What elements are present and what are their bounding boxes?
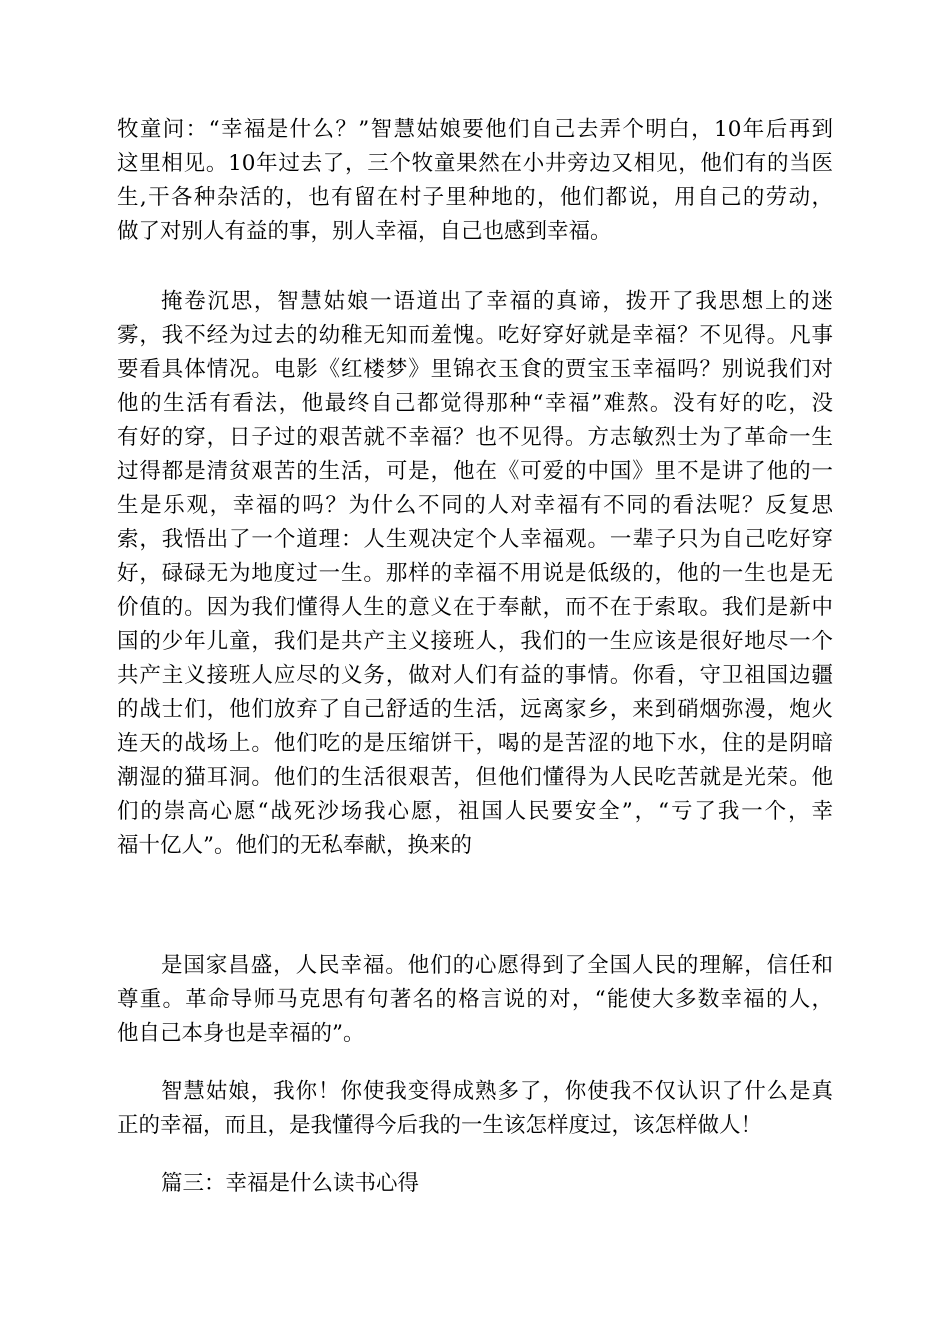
text-line: 生是乐观，幸福的吗？为什么不同的人对幸福有不同的看法呢？反复思 — [117, 493, 833, 518]
text-line: 国的少年儿童，我们是共产主义接班人，我们的一生应该是很好地尽一个 — [117, 629, 833, 654]
section-heading — [117, 1167, 833, 1201]
text-line: 掩卷沉思，智慧姑娘一语道出了幸福的真谛，拨开了我思想上的迷 — [161, 289, 833, 314]
paragraph-2 — [117, 285, 833, 863]
text-line: 共产主义接班人应尽的义务，做对人们有益的事情。你看，守卫祖国边疆 — [117, 663, 833, 688]
paragraph-4 — [117, 1075, 833, 1143]
text-line: 有好的穿，日子过的艰苦就不幸福？也不见得。方志敏烈士为了革命一生 — [117, 425, 833, 450]
text-line: 是国家昌盛，人民幸福。他们的心愿得到了全国人民的理解，信任和 — [161, 953, 833, 978]
text-line: 潮湿的猫耳洞。他们的生活很艰苦，但他们懂得为人民吃苦就是光荣。他 — [117, 765, 833, 790]
text-line: 他自己本身也是幸福的”。 — [117, 1021, 365, 1046]
text-line: 正的幸福，而且，是我懂得今后我的一生该怎样度过，该怎样做人！ — [117, 1113, 763, 1138]
text-line: 过得都是清贫艰苦的生活，可是，他在《可爱的中国》里不是讲了他的一 — [117, 459, 833, 484]
text-line: 福十亿人”。他们的无私奉献，换来的 — [117, 833, 472, 858]
text-line: 的战士们，他们放弃了自己舒适的生活，远离家乡，来到硝烟弥漫，炮火 — [117, 697, 833, 722]
paragraph-3 — [117, 949, 833, 1051]
text-line: 智慧姑娘，我你！你使我变得成熟多了，你使我不仅认识了什么是真 — [161, 1079, 833, 1104]
text-line: 他的生活有看法，他最终自己都觉得那种“幸福”难熬。没有好的吃，没 — [117, 391, 833, 416]
text-line: 尊重。革命导师马克思有句著名的格言说的对，“能使大多数幸福的人， — [117, 987, 833, 1012]
text-line: 们的崇高心愿“战死沙场我心愿，祖国人民要安全”，“亏了我一个，幸 — [117, 799, 833, 824]
text-line: 这里相见。10年过去了，三个牧童果然在小井旁边又相见，他们有的当医 — [117, 151, 833, 176]
section-title: 篇三：幸福是什么读书心得 — [161, 1171, 420, 1196]
text-line: 连天的战场上。他们吃的是压缩饼干，喝的是苦涩的地下水，住的是阴暗 — [117, 731, 833, 756]
text-line: 牧童问：“幸福是什么？”智慧姑娘要他们自己去弄个明白，10年后再到 — [117, 117, 833, 142]
text-line: 价值的。因为我们懂得人生的意义在于奉献，而不在于索取。我们是新中 — [117, 595, 833, 620]
text-line: 做了对别人有益的事，别人幸福，自己也感到幸福。 — [117, 219, 612, 244]
text-line: 索，我悟出了一个道理：人生观决定个人幸福观。一辈子只为自己吃好穿 — [117, 527, 833, 552]
text-line: 雾，我不经为过去的幼稚无知而羞愧。吃好穿好就是幸福？不见得。凡事 — [117, 323, 833, 348]
paragraph-1 — [117, 113, 833, 249]
text-line: 要看具体情况。电影《红楼梦》里锦衣玉食的贾宝玉幸福吗？别说我们对 — [117, 357, 833, 382]
text-line: 好，碌碌无为地度过一生。那样的幸福不用说是低级的，他的一生也是无 — [117, 561, 833, 586]
text-line: 生,干各种杂活的，也有留在村子里种地的，他们都说，用自己的劳动， — [117, 185, 833, 210]
